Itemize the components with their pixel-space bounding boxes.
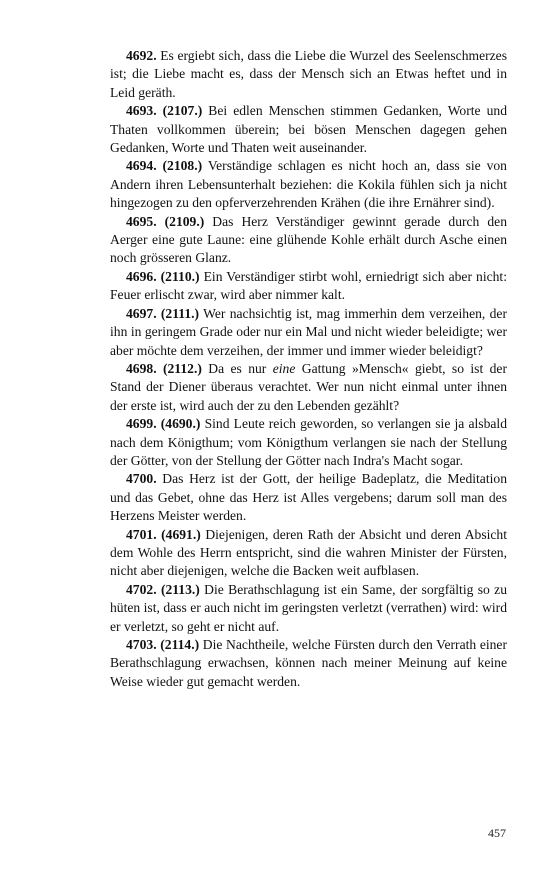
entry-text: Gattung »Mensch« giebt, so ist der Stand der Diener überaus verachtet. Wer nun nicht einmal unter ihnen der erste ist, wird auch der zu den Lebenden gezählt? xyxy=(110,360,507,413)
entry-number: 4699. xyxy=(126,416,157,432)
entry-number: 4696. xyxy=(126,268,157,284)
entry-number: 4695. xyxy=(126,213,157,229)
entry-4701 xyxy=(110,526,507,581)
entry-4702 xyxy=(110,581,507,636)
entry-number: 4693. xyxy=(126,103,157,119)
entry-reference: (2114.) xyxy=(160,637,200,652)
text-column xyxy=(110,47,507,691)
entry-number: 4694. xyxy=(126,158,157,174)
entry-text: Das Herz Verständiger gewinnt gerade durch den Aerger eine gute Laune: eine glühende Kohle erhält durch Asche einen noch grösseren Glanz. xyxy=(110,213,508,266)
emphasized-word: eine xyxy=(272,360,296,376)
entry-4697 xyxy=(110,305,507,360)
entry-reference: (4690.) xyxy=(160,416,201,432)
entry-4695 xyxy=(110,213,507,268)
entry-reference: (2113.) xyxy=(160,581,200,597)
entry-number: 4703. xyxy=(126,637,157,652)
entry-reference: (4691.) xyxy=(161,526,201,542)
entry-number: 4700. xyxy=(126,471,157,487)
entry-4703 xyxy=(110,636,507,691)
entry-4699 xyxy=(110,415,507,470)
entry-text: Ein Verständiger stirbt wohl, erniedrigt sich aber nicht: Feuer erlischt zwar, wird aber nimmer kalt. xyxy=(110,268,507,303)
entry-number: 4697. xyxy=(126,305,157,321)
entry-4698 xyxy=(110,360,507,415)
entry-text: Sind Leute reich geworden, so verlangen sie ja alsbald nach dem Königthum; vom Königthum verlangen sie nach der Stellung der Götter, von der Stellung der Götter nach Indra's Macht sogar. xyxy=(110,416,507,468)
entry-number: 4698. xyxy=(126,360,157,376)
entry-reference: (2112.) xyxy=(162,360,202,376)
entry-4692 xyxy=(110,47,507,102)
entry-reference: (2108.) xyxy=(162,158,203,174)
entry-text: Die Berathschlagung ist ein Same, der sorgfältig so zu hüten ist, dass er auch nicht im geringsten verletzt (verrathen) wird: wird er verletzt, so geht er nicht auf. xyxy=(110,581,507,634)
entry-text: Es ergiebt sich, dass die Liebe die Wurzel des Seelenschmerzes ist; die Liebe macht es, dass der Mensch sich an Etwas heftet und in Leid geräth. xyxy=(110,48,507,100)
entry-4694 xyxy=(110,157,507,212)
entry-4696 xyxy=(110,268,507,305)
entry-reference: (2110.) xyxy=(160,268,200,284)
entry-reference: (2109.) xyxy=(164,213,205,229)
page-number: 457 xyxy=(488,826,506,840)
entry-4693 xyxy=(110,102,507,157)
entry-text: Die Nachtheile, welche Fürsten durch den Verrath einer Berathschlagung erwachsen, können nach meiner Meinung auf keine Weise wieder gut gemacht werden. xyxy=(110,637,507,689)
entry-text: Das Herz ist der Gott, der heilige Badeplatz, die Meditation und das Gebet, ohne das Herz ist Alles vergebens; darum soll man des Herzens Meister werden. xyxy=(110,471,507,524)
entry-reference: (2111.) xyxy=(160,305,200,321)
entry-number: 4701. xyxy=(126,526,157,542)
entry-text: Bei edlen Menschen stimmen Gedanken, Worte und Thaten vollkommen überein; bei bösen Menschen dagegen gehen Gedanken, Worte und Thaten weit auseinander. xyxy=(110,103,507,156)
entry-text: Diejenigen, deren Rath der Absicht und deren Absicht dem Wohle des Herrn entspricht, sind die wahren Minister der Fürsten, nicht aber diejenigen, welche die Backen weit aufblasen. xyxy=(110,526,507,579)
entry-number: 4692. xyxy=(126,48,157,63)
entry-text: Verständige schlagen es nicht hoch an, dass sie von Andern ihren Lebensunterhalt beziehen: die Kokila fühlen sich ja nicht hingezogen zu den opferverzehrenden Krähen (die ihre Ernährer sind). xyxy=(110,158,507,211)
entry-text: Wer nachsichtig ist, mag immerhin dem verzeihen, der ihn in geringem Grade oder nur ein Mal und nicht wieder beleidigte; wer aber möchte dem verzeihen, der immer und immer wieder beleidigt? xyxy=(110,305,507,358)
entry-4700 xyxy=(110,470,507,525)
entry-text: Da es nur xyxy=(201,360,273,376)
entry-reference: (2107.) xyxy=(162,103,203,119)
entry-number: 4702. xyxy=(126,581,157,597)
